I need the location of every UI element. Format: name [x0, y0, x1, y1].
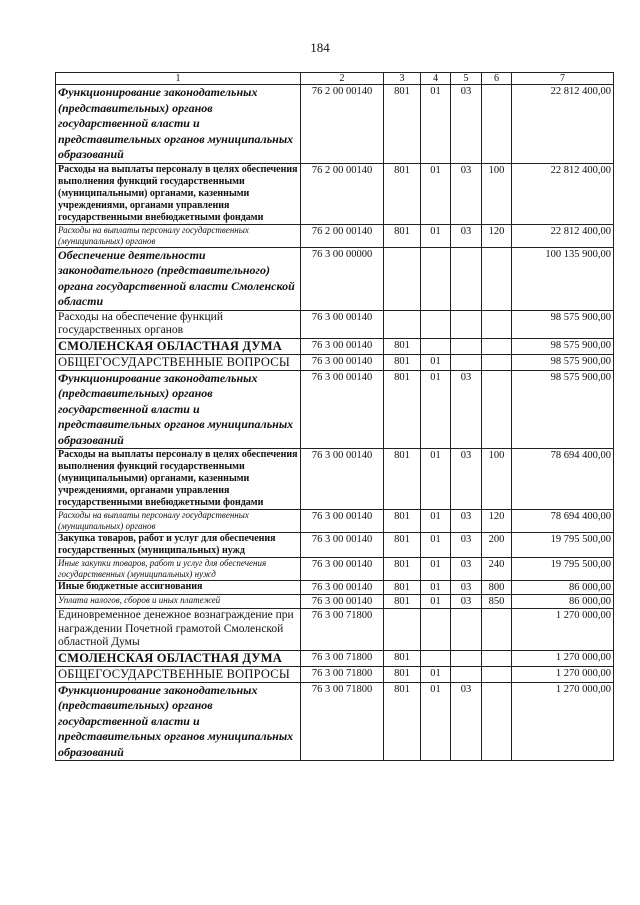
subsection-code: 03: [451, 558, 482, 581]
ministry-code: 801: [384, 533, 421, 558]
amount: 98 575 900,00: [512, 310, 614, 338]
section-code: [421, 650, 451, 666]
row-name: ОБЩЕГОСУДАРСТВЕННЫЕ ВОПРОСЫ: [56, 354, 301, 370]
target-article-code: 76 3 00 00140: [301, 338, 384, 354]
target-article-code: 76 3 00 00000: [301, 247, 384, 310]
target-article-code: 76 2 00 00140: [301, 163, 384, 224]
table-row: [56, 510, 614, 533]
ministry-code: 801: [384, 595, 421, 609]
row-name: ОБЩЕГОСУДАРСТВЕННЫЕ ВОПРОСЫ: [56, 666, 301, 682]
amount: 22 812 400,00: [512, 163, 614, 224]
subsection-code: 03: [451, 224, 482, 247]
table-row: [56, 666, 614, 682]
subsection-code: [451, 609, 482, 651]
expense-type-code: 120: [482, 510, 512, 533]
target-article-code: 76 3 00 71800: [301, 682, 384, 761]
table-row: [56, 247, 614, 310]
table-row: [56, 310, 614, 338]
expense-type-code: [482, 609, 512, 651]
table-row: [56, 354, 614, 370]
target-article-code: 76 3 00 00140: [301, 581, 384, 595]
target-article-code: 76 3 00 00140: [301, 449, 384, 510]
section-code: 01: [421, 533, 451, 558]
row-name: Расходы на выплаты персоналу в целях обеспечения выполнения функций государственными (муниципальными) органами, казенными учреждениями, органами управления государственными внебюджетными фондами: [56, 163, 301, 224]
subsection-code: [451, 338, 482, 354]
row-name: Расходы на обеспечение функций государственных органов: [56, 310, 301, 338]
expense-type-code: 850: [482, 595, 512, 609]
target-article-code: 76 3 00 71800: [301, 650, 384, 666]
amount: 1 270 000,00: [512, 682, 614, 761]
amount: 98 575 900,00: [512, 370, 614, 449]
ministry-code: 801: [384, 581, 421, 595]
row-name: Закупка товаров, работ и услуг для обеспечения государственных (муниципальных) нужд: [56, 533, 301, 558]
budget-table: [55, 72, 614, 761]
expense-type-code: [482, 666, 512, 682]
amount: 19 795 500,00: [512, 533, 614, 558]
subsection-code: 03: [451, 163, 482, 224]
subsection-code: [451, 247, 482, 310]
section-code: 01: [421, 354, 451, 370]
subsection-code: 03: [451, 581, 482, 595]
target-article-code: 76 3 00 00140: [301, 558, 384, 581]
table-row: [56, 449, 614, 510]
row-name: Иные закупки товаров, работ и услуг для обеспечения государственных (муниципальных) нужд: [56, 558, 301, 581]
section-code: [421, 247, 451, 310]
ministry-code: 801: [384, 354, 421, 370]
target-article-code: 76 3 00 00140: [301, 354, 384, 370]
column-header: 6: [482, 73, 512, 85]
amount: 86 000,00: [512, 581, 614, 595]
section-code: 01: [421, 163, 451, 224]
subsection-code: 03: [451, 449, 482, 510]
row-name: Функционирование законодательных (представительных) органов государственной власти и представительных органов муниципальных образований: [56, 682, 301, 761]
ministry-code: 801: [384, 85, 421, 164]
row-name: Обеспечение деятельности законодательного (представительного) органа государственной власти Смоленской области: [56, 247, 301, 310]
amount: 98 575 900,00: [512, 338, 614, 354]
subsection-code: [451, 650, 482, 666]
ministry-code: 801: [384, 682, 421, 761]
ministry-code: 801: [384, 650, 421, 666]
amount: 86 000,00: [512, 595, 614, 609]
subsection-code: [451, 354, 482, 370]
ministry-code: [384, 247, 421, 310]
subsection-code: 03: [451, 85, 482, 164]
row-name: Иные бюджетные ассигнования: [56, 581, 301, 595]
subsection-code: 03: [451, 682, 482, 761]
column-header: 4: [421, 73, 451, 85]
expense-type-code: 100: [482, 163, 512, 224]
row-name: Расходы на выплаты персоналу государственных (муниципальных) органов: [56, 510, 301, 533]
section-code: [421, 609, 451, 651]
expense-type-code: [482, 338, 512, 354]
section-code: 01: [421, 595, 451, 609]
ministry-code: 801: [384, 666, 421, 682]
table-row: [56, 370, 614, 449]
ministry-code: 801: [384, 338, 421, 354]
section-code: [421, 310, 451, 338]
target-article-code: 76 2 00 00140: [301, 85, 384, 164]
target-article-code: 76 2 00 00140: [301, 224, 384, 247]
expense-type-code: 800: [482, 581, 512, 595]
target-article-code: 76 3 00 00140: [301, 510, 384, 533]
subsection-code: 03: [451, 370, 482, 449]
page-number: 184: [310, 40, 330, 55]
section-code: 01: [421, 370, 451, 449]
target-article-code: 76 3 00 00140: [301, 370, 384, 449]
column-header: 2: [301, 73, 384, 85]
ministry-code: [384, 310, 421, 338]
column-header: 1: [56, 73, 301, 85]
table-row: [56, 85, 614, 164]
expense-type-code: [482, 354, 512, 370]
table-row: [56, 682, 614, 761]
ministry-code: 801: [384, 163, 421, 224]
amount: 98 575 900,00: [512, 354, 614, 370]
section-code: 01: [421, 558, 451, 581]
column-header: 3: [384, 73, 421, 85]
expense-type-code: [482, 682, 512, 761]
ministry-code: 801: [384, 449, 421, 510]
row-name: Единовременное денежное вознаграждение при награждении Почетной грамотой Смоленской областной Думы: [56, 609, 301, 651]
subsection-code: [451, 310, 482, 338]
row-name: Функционирование законодательных (представительных) органов государственной власти и представительных органов муниципальных образований: [56, 370, 301, 449]
table-row: [56, 609, 614, 651]
amount: 19 795 500,00: [512, 558, 614, 581]
table-row: [56, 338, 614, 354]
ministry-code: 801: [384, 370, 421, 449]
expense-type-code: 240: [482, 558, 512, 581]
table-row: [56, 581, 614, 595]
amount: 1 270 000,00: [512, 650, 614, 666]
subsection-code: 03: [451, 533, 482, 558]
subsection-code: [451, 666, 482, 682]
section-code: 01: [421, 581, 451, 595]
amount: 1 270 000,00: [512, 666, 614, 682]
row-name: СМОЛЕНСКАЯ ОБЛАСТНАЯ ДУМА: [56, 650, 301, 666]
expense-type-code: [482, 650, 512, 666]
section-code: 01: [421, 449, 451, 510]
target-article-code: 76 3 00 00140: [301, 533, 384, 558]
amount: 22 812 400,00: [512, 224, 614, 247]
ministry-code: [384, 609, 421, 651]
ministry-code: 801: [384, 558, 421, 581]
section-code: 01: [421, 666, 451, 682]
target-article-code: 76 3 00 00140: [301, 595, 384, 609]
expense-type-code: [482, 370, 512, 449]
expense-type-code: [482, 247, 512, 310]
expense-type-code: [482, 85, 512, 164]
amount: 100 135 900,00: [512, 247, 614, 310]
table-row: [56, 224, 614, 247]
target-article-code: 76 3 00 71800: [301, 609, 384, 651]
expense-type-code: [482, 310, 512, 338]
row-name: Расходы на выплаты персоналу в целях обеспечения выполнения функций государственными (муниципальными) органами, казенными учреждениями, органами управления государственными внебюджетными фондами: [56, 449, 301, 510]
row-name: Расходы на выплаты персоналу государственных (муниципальных) органов: [56, 224, 301, 247]
amount: 78 694 400,00: [512, 449, 614, 510]
table-row: [56, 558, 614, 581]
row-name: Уплата налогов, сборов и иных платежей: [56, 595, 301, 609]
table-row: [56, 595, 614, 609]
row-name: СМОЛЕНСКАЯ ОБЛАСТНАЯ ДУМА: [56, 338, 301, 354]
section-code: 01: [421, 85, 451, 164]
table-row: [56, 533, 614, 558]
section-code: 01: [421, 682, 451, 761]
column-header: 5: [451, 73, 482, 85]
row-name: Функционирование законодательных (представительных) органов государственной власти и представительных органов муниципальных образований: [56, 85, 301, 164]
section-code: 01: [421, 510, 451, 533]
table-row: [56, 650, 614, 666]
expense-type-code: 100: [482, 449, 512, 510]
subsection-code: 03: [451, 510, 482, 533]
ministry-code: 801: [384, 224, 421, 247]
expense-type-code: 120: [482, 224, 512, 247]
subsection-code: 03: [451, 595, 482, 609]
section-code: [421, 338, 451, 354]
section-code: 01: [421, 224, 451, 247]
amount: 22 812 400,00: [512, 85, 614, 164]
expense-type-code: 200: [482, 533, 512, 558]
column-header: 7: [512, 73, 614, 85]
amount: 78 694 400,00: [512, 510, 614, 533]
table-header-row: [56, 73, 614, 85]
table-row: [56, 163, 614, 224]
ministry-code: 801: [384, 510, 421, 533]
target-article-code: 76 3 00 71800: [301, 666, 384, 682]
target-article-code: 76 3 00 00140: [301, 310, 384, 338]
amount: 1 270 000,00: [512, 609, 614, 651]
